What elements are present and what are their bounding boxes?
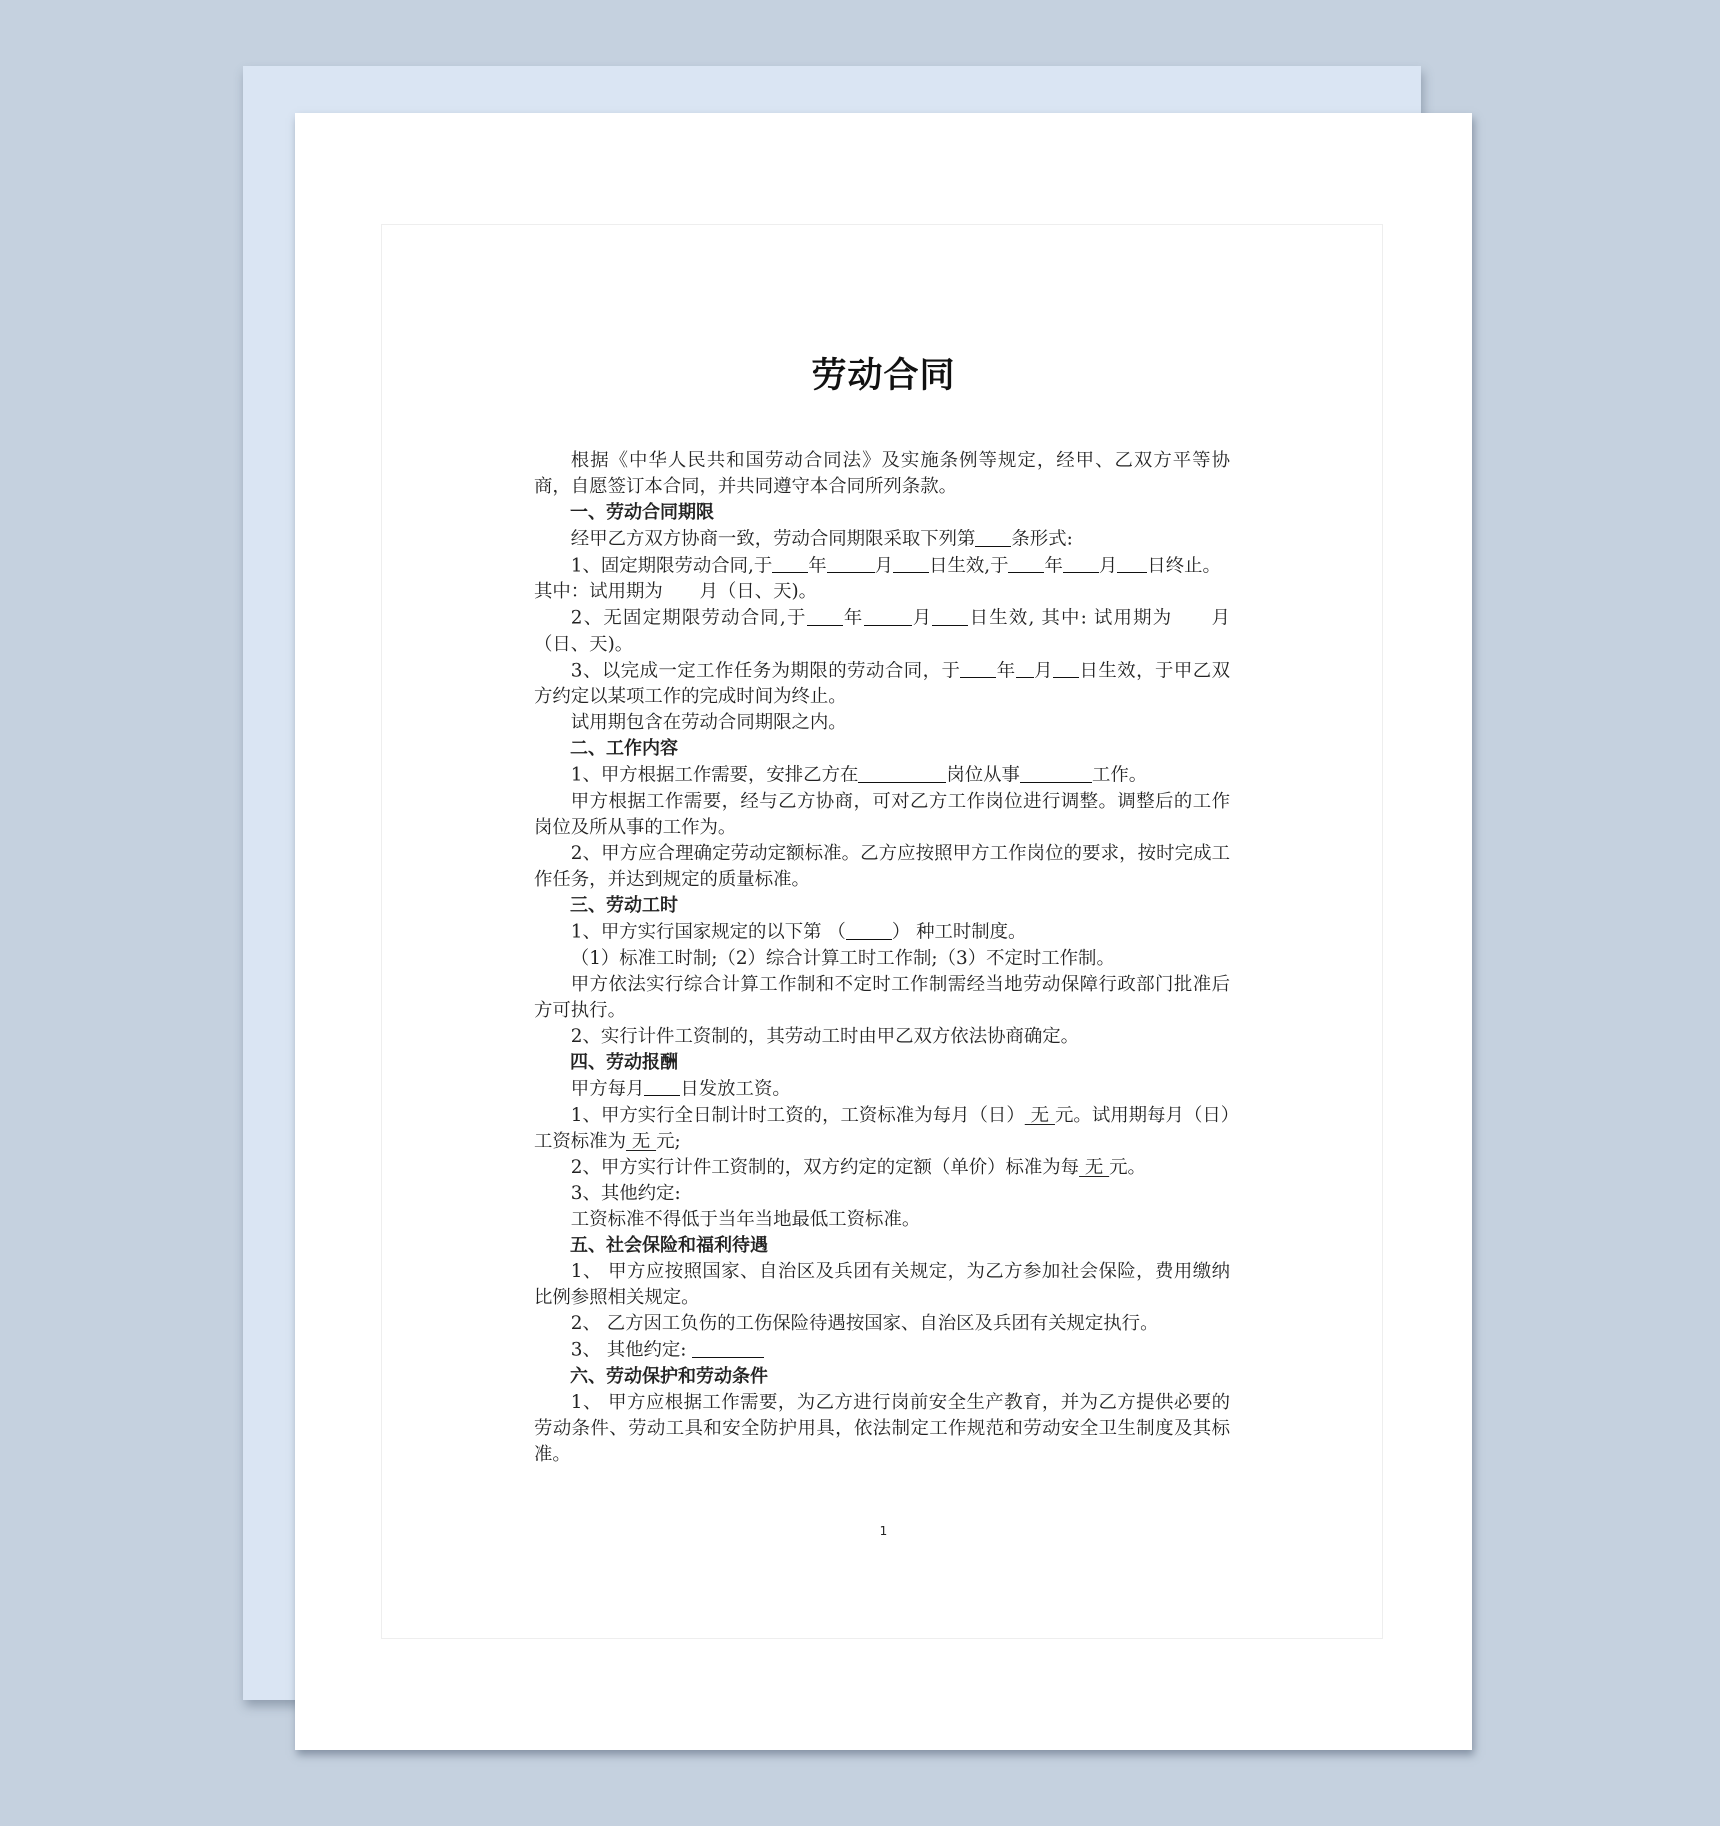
- paragraph: [534, 553, 1230, 579]
- section-heading: [534, 1050, 1230, 1076]
- text-run: 2、 乙方因工负伤的工伤保险待遇按国家、自治区及兵团有关规定执行。: [570, 1313, 1159, 1335]
- paragraph: [534, 762, 1230, 788]
- text-run: 1、 甲方应按照国家、自治区及兵团有关规定，为乙方参加社会保险，费用缴纳比例参照相关规定。: [534, 1261, 1230, 1309]
- text-run: 3、 其他约定:: [570, 1339, 693, 1361]
- paragraph: [534, 526, 1230, 552]
- text-run: 年: [996, 660, 1016, 681]
- text-run: 试用期包含在劳动合同期限之内。: [570, 712, 847, 734]
- fill-in-blank: [975, 526, 1011, 546]
- fill-in-blank: [846, 919, 892, 939]
- text-run: 月: [1033, 660, 1054, 681]
- text-run: 甲方依法实行综合计算工作制和不定时工作制需经当地劳动保障行政部门批准后方可执行。: [534, 973, 1230, 1021]
- text-run: 月: [911, 607, 933, 629]
- fill-in-blank: [960, 658, 996, 678]
- fill-in-blank: [1053, 658, 1079, 678]
- paragraph: [534, 1207, 1230, 1233]
- fill-in-blank: [1117, 553, 1147, 573]
- text-run: 年: [842, 607, 864, 629]
- paragraph: [534, 448, 1230, 500]
- text-run: 二、工作内容: [570, 738, 678, 760]
- paragraph: [534, 1103, 1230, 1155]
- filled-blank: 无: [1024, 1104, 1055, 1126]
- text-run: 元。: [1109, 1156, 1146, 1178]
- text-run: （1）标准工时制;（2）综合计算工时工作制;（3）不定时工作制。: [570, 947, 1115, 969]
- fill-in-blank: [1016, 658, 1034, 678]
- paragraph: [534, 1337, 1230, 1363]
- fill-in-blank: [893, 553, 929, 573]
- text-run: 元;: [656, 1130, 681, 1152]
- text-run: 工资标准不得低于当年当地最低工资标准。: [570, 1208, 921, 1230]
- text-run: 四、劳动报酬: [570, 1052, 678, 1074]
- document-body: [534, 448, 1230, 1468]
- text-run: 三、劳动工时: [570, 895, 678, 917]
- text-run: 年: [1044, 555, 1063, 576]
- text-run: 甲方根据工作需要，经与乙方协商，可对乙方工作岗位进行调整。调整后的工作岗位及所从事的工作为。: [534, 790, 1230, 838]
- filled-blank: 无: [1079, 1156, 1110, 1178]
- paragraph: [534, 841, 1230, 893]
- text-run: 2、甲方应合理确定劳动定额标准。乙方应按照甲方工作岗位的要求，按时完成工作任务，并达到规定的质量标准。: [534, 842, 1230, 891]
- text-run: 六、劳动保护和劳动条件: [570, 1365, 768, 1387]
- fill-in-blank: [644, 1076, 680, 1096]
- fill-in-blank: [1008, 553, 1044, 573]
- page-number: 1: [879, 1524, 888, 1538]
- text-run: 日发放工资。: [680, 1078, 791, 1100]
- document-page: [295, 113, 1472, 1750]
- section-heading: [534, 1364, 1230, 1390]
- paragraph: [534, 919, 1230, 945]
- text-run: 2、无固定期限劳动合同,于: [570, 607, 807, 629]
- paragraph: [534, 1024, 1230, 1050]
- paragraph: [534, 972, 1230, 1024]
- paragraph: [534, 946, 1230, 972]
- paragraph: [534, 1076, 1230, 1102]
- text-run: 日终止。: [1147, 555, 1221, 576]
- text-run: 岗位从事: [946, 764, 1020, 786]
- paragraph: [534, 1181, 1230, 1207]
- text-run: 日生效,于: [929, 555, 1009, 576]
- section-heading: [534, 736, 1230, 762]
- text-run: 条形式:: [1011, 528, 1073, 550]
- text-run: 日生效，于甲乙双方约定以某项工作的完成时间为终止。: [534, 660, 1230, 708]
- text-run: 3、以完成一定工作任务为期限的劳动合同，于: [570, 660, 961, 681]
- text-run: 工作。: [1091, 764, 1148, 786]
- text-run: 其中：试用期为 月（日、天)。: [534, 581, 818, 603]
- text-run: 经甲乙方双方协商一致，劳动合同期限采取下列第: [570, 528, 976, 550]
- document-title: 劳动合同: [811, 356, 956, 396]
- text-run: 2、实行计件工资制的，其劳动工时由甲乙双方依法协商确定。: [570, 1025, 1080, 1047]
- text-run: 2、甲方实行计件工资制的，双方约定的定额（单价）标准为每: [570, 1156, 1080, 1178]
- paragraph: [534, 1155, 1230, 1181]
- paragraph: [534, 789, 1230, 841]
- section-heading: [534, 500, 1230, 526]
- fill-in-blank: [864, 605, 912, 625]
- text-run: ） 种工时制度。: [891, 921, 1027, 943]
- fill-in-blank: [692, 1337, 764, 1357]
- text-run: 3、其他约定:: [570, 1182, 681, 1204]
- text-run: 1、甲方实行全日制计时工资的，工资标准为每月（日）: [570, 1104, 1025, 1126]
- text-run: 1、 甲方应根据工作需要，为乙方进行岗前安全生产教育，并为乙方提供必要的劳动条件、劳动工具和安全防护用具，依法制定工作规范和劳动安全卫生制度及其标准。: [534, 1391, 1230, 1466]
- section-heading: [534, 893, 1230, 919]
- text-run: 元。试用期每月（日）工资标准为: [534, 1104, 1230, 1152]
- text-run: 日生效, 其中: 试用期为 月（日、天)。: [534, 607, 1230, 655]
- text-run: 一、劳动合同期限: [570, 502, 714, 524]
- text-run: 1、甲方根据工作需要，安排乙方在: [570, 764, 859, 786]
- fill-in-blank: [807, 605, 843, 625]
- text-run: 月: [1098, 555, 1118, 576]
- section-heading: [534, 1233, 1230, 1259]
- text-run: 根据《中华人民共和国劳动合同法》及实施条例等规定，经甲、乙双方平等协商，自愿签订本合同，并共同遵守本合同所列条款。: [534, 450, 1230, 498]
- fill-in-blank: [772, 553, 808, 573]
- fill-in-blank: [1020, 762, 1092, 782]
- filled-blank: 无: [625, 1130, 657, 1152]
- fill-in-blank: [858, 762, 946, 782]
- paragraph: [534, 605, 1230, 658]
- paragraph: [534, 710, 1230, 736]
- fill-in-blank: [827, 553, 875, 573]
- fill-in-blank: [932, 605, 968, 625]
- fill-in-blank: [1063, 553, 1099, 573]
- text-run: 1、固定期限劳动合同,于: [570, 555, 773, 576]
- paragraph: [534, 1390, 1230, 1468]
- paragraph: [534, 658, 1230, 711]
- paragraph: [534, 1311, 1230, 1337]
- text-run: 年: [808, 555, 827, 576]
- text-run: 甲方每月: [570, 1078, 645, 1100]
- paragraph: [534, 579, 1230, 605]
- text-run: 1、甲方实行国家规定的以下第 （: [570, 921, 846, 943]
- text-run: 月: [874, 555, 894, 576]
- paragraph: [534, 1259, 1230, 1311]
- text-run: 五、社会保险和福利待遇: [570, 1235, 768, 1256]
